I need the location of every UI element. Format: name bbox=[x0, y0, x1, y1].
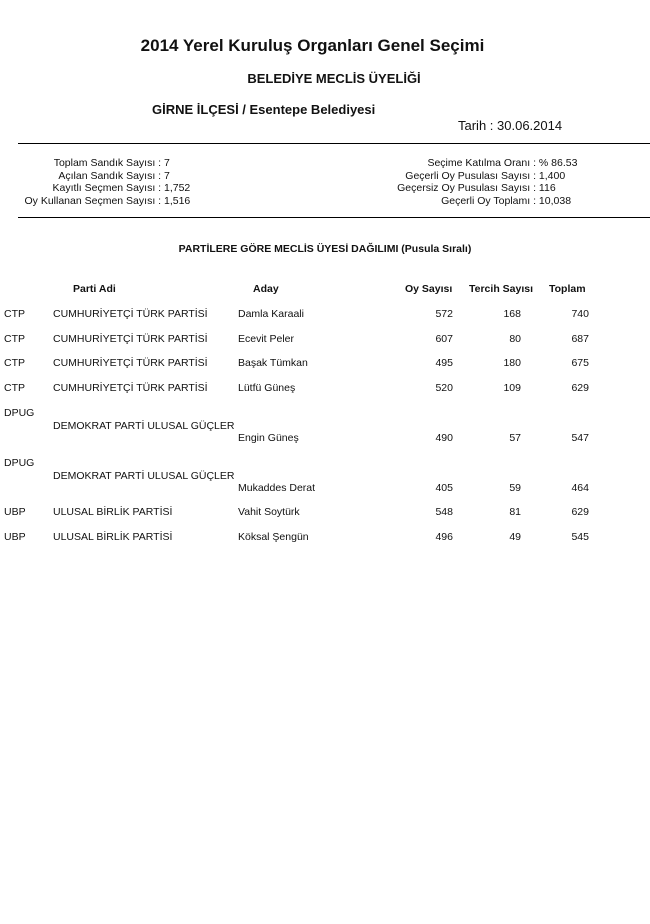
party-code: DPUG bbox=[4, 457, 35, 469]
toplam-count: 740 bbox=[571, 308, 589, 320]
party-name: CUMHURİYETÇİ TÜRK PARTİSİ bbox=[53, 357, 208, 369]
stat-valid-ballots: Geçerli Oy Pusulası Sayısı : 1,400 bbox=[405, 169, 566, 182]
section-title: PARTİLERE GÖRE MECLİS ÜYESİ DAĞILIMI (Pusula Sıralı) bbox=[178, 243, 472, 255]
oy-count: 607 bbox=[435, 333, 453, 345]
column-header-tercih: Tercih Sayısı bbox=[469, 283, 534, 295]
stats-left bbox=[0, 157, 200, 207]
oy-count: 572 bbox=[435, 308, 453, 320]
oy-count: 490 bbox=[435, 432, 453, 444]
report-title: 2014 Yerel Kuruluş Organları Genel Seçimi bbox=[140, 36, 485, 55]
party-code: CTP bbox=[4, 357, 25, 369]
tercih-count: 109 bbox=[503, 382, 521, 394]
oy-count: 405 bbox=[435, 482, 453, 494]
column-header-candidate: Aday bbox=[253, 283, 279, 295]
divider-top bbox=[18, 143, 650, 144]
table-row bbox=[0, 506, 650, 522]
party-code: UBP bbox=[4, 531, 26, 543]
tercih-count: 168 bbox=[503, 308, 521, 320]
oy-count: 548 bbox=[435, 506, 453, 518]
table-row bbox=[0, 531, 650, 547]
party-code: UBP bbox=[4, 506, 26, 518]
table-row bbox=[0, 308, 650, 324]
candidate-name: Engin Güneş bbox=[238, 432, 299, 444]
oy-count: 520 bbox=[435, 382, 453, 394]
column-header-toplam: Toplam bbox=[549, 283, 586, 295]
table-row bbox=[0, 407, 650, 451]
candidate-name: Vahit Soytürk bbox=[238, 506, 300, 518]
stat-invalid-ballots: Geçersiz Oy Pusulası Sayısı : 116 bbox=[397, 182, 556, 194]
candidate-name: Mukaddes Derat bbox=[238, 482, 316, 494]
toplam-count: 675 bbox=[571, 357, 589, 369]
candidate-name: Ecevit Peler bbox=[238, 333, 295, 345]
party-name: DEMOKRAT PARTİ ULUSAL GÜÇLER bbox=[53, 420, 235, 432]
table-row bbox=[0, 382, 650, 398]
column-header-oy: Oy Sayısı bbox=[405, 283, 453, 295]
party-name: DEMOKRAT PARTİ ULUSAL GÜÇLER bbox=[53, 470, 235, 482]
stat-valid-vote-total: Geçerli Oy Toplamı : 10,038 bbox=[441, 194, 572, 207]
toplam-count: 464 bbox=[571, 482, 589, 494]
table-row bbox=[0, 333, 650, 349]
candidate-name: Köksal Şengün bbox=[238, 531, 309, 543]
tercih-count: 180 bbox=[503, 357, 521, 369]
candidate-name: Başak Tümkan bbox=[238, 357, 308, 369]
party-name: ULUSAL BİRLİK PARTİSİ bbox=[53, 506, 173, 518]
oy-count: 495 bbox=[435, 357, 453, 369]
divider-bottom bbox=[18, 217, 650, 218]
candidate-name: Damla Karaali bbox=[238, 308, 304, 320]
party-name: CUMHURİYETÇİ TÜRK PARTİSİ bbox=[53, 308, 208, 320]
tercih-count: 49 bbox=[509, 531, 521, 543]
stats-right bbox=[340, 157, 578, 207]
party-code: CTP bbox=[4, 382, 25, 394]
column-header-party: Parti Adi bbox=[73, 283, 116, 295]
tercih-count: 57 bbox=[509, 432, 521, 444]
party-code: CTP bbox=[4, 308, 25, 320]
party-code: DPUG bbox=[4, 407, 35, 419]
oy-count: 496 bbox=[435, 531, 453, 543]
report-subtitle: BELEDİYE MECLİS ÜYELİĞİ bbox=[247, 71, 421, 86]
toplam-count: 547 bbox=[571, 432, 589, 444]
stat-voted: Oy Kullanan Seçmen Sayısı : 1,516 bbox=[24, 194, 191, 207]
party-name: CUMHURİYETÇİ TÜRK PARTİSİ bbox=[53, 382, 208, 394]
tercih-count: 81 bbox=[509, 506, 521, 518]
party-name: CUMHURİYETÇİ TÜRK PARTİSİ bbox=[53, 333, 208, 345]
tercih-count: 80 bbox=[509, 333, 521, 345]
party-code: CTP bbox=[4, 333, 25, 345]
candidate-name: Lütfü Güneş bbox=[238, 382, 296, 394]
tercih-count: 59 bbox=[509, 482, 521, 494]
stat-registered-voters: Kayıtlı Seçmen Sayısı : 1,752 bbox=[52, 182, 191, 194]
toplam-count: 629 bbox=[571, 506, 589, 518]
toplam-count: 687 bbox=[571, 333, 589, 345]
district-name: GİRNE İLÇESİ / Esentepe Belediyesi bbox=[152, 102, 376, 117]
table-row bbox=[0, 457, 650, 501]
table-row bbox=[0, 357, 650, 373]
stat-opened-boxes: Açılan Sandık Sayısı : 7 bbox=[58, 169, 170, 182]
report-date: Tarih : 30.06.2014 bbox=[458, 118, 563, 133]
toplam-count: 629 bbox=[571, 382, 589, 394]
stat-turnout: Seçime Katılma Oranı : % 86.53 bbox=[427, 157, 578, 169]
party-name: ULUSAL BİRLİK PARTİSİ bbox=[53, 531, 173, 543]
toplam-count: 545 bbox=[571, 531, 589, 543]
stat-total-boxes: Toplam Sandık Sayısı : 7 bbox=[53, 157, 170, 169]
